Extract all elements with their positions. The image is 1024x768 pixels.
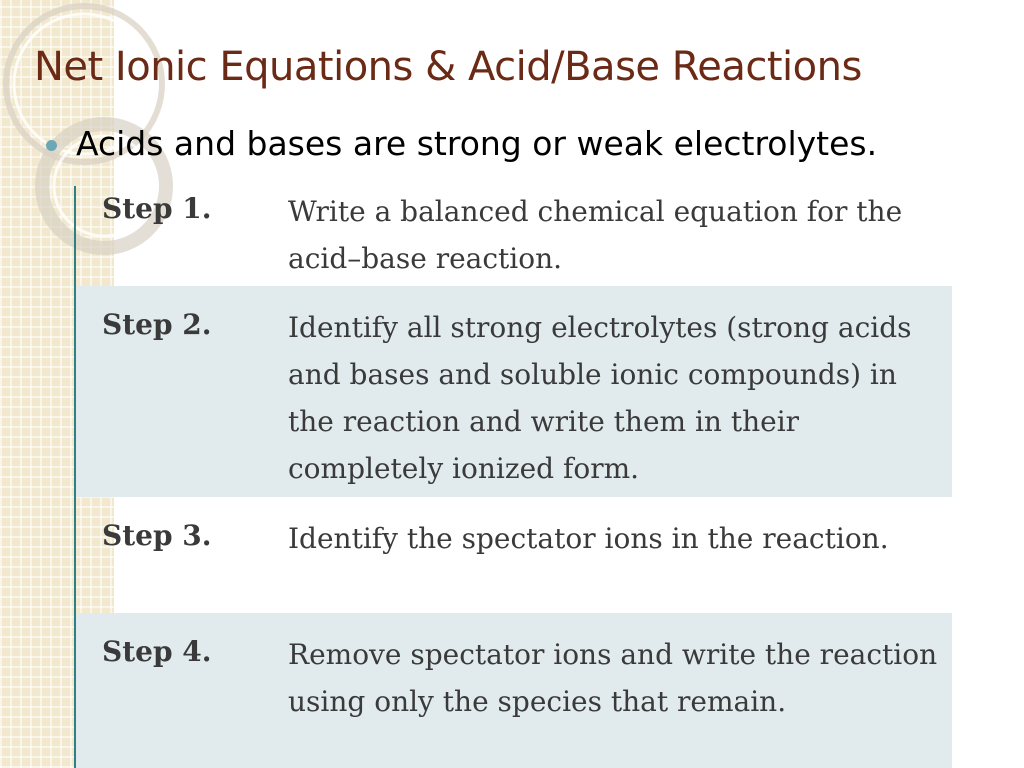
step-label: Step 3. bbox=[102, 519, 212, 552]
step-row bbox=[76, 497, 952, 613]
step-row bbox=[76, 613, 952, 768]
step-row bbox=[76, 186, 952, 286]
step-text: Write a balanced chemical equation for the acid–base reaction. bbox=[288, 195, 903, 275]
step-text: Identify the spectator ions in the reaction. bbox=[288, 522, 889, 555]
slide-title: Net Ionic Equations & Acid/Base Reactions bbox=[34, 44, 862, 90]
step-label: Step 2. bbox=[102, 308, 212, 341]
steps-table bbox=[74, 186, 952, 768]
step-row bbox=[76, 286, 952, 497]
step-label: Step 4. bbox=[102, 635, 212, 668]
step-label: Step 1. bbox=[102, 192, 212, 225]
bullet-text: Acids and bases are strong or weak electrolytes. bbox=[76, 124, 878, 163]
step-text: Identify all strong electrolytes (strong acids and bases and soluble ionic compounds) in the reaction and write them in their completely ionized form. bbox=[288, 311, 912, 485]
step-text: Remove spectator ions and write the reaction using only the species that remain. bbox=[288, 638, 938, 718]
bullet-dot-icon bbox=[46, 140, 57, 151]
